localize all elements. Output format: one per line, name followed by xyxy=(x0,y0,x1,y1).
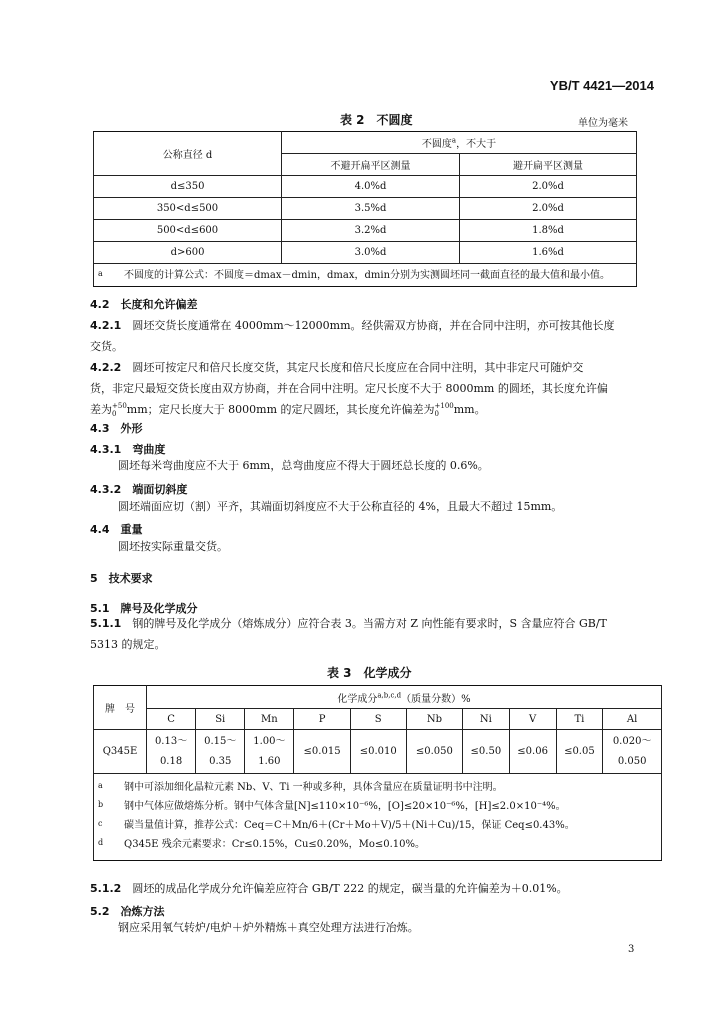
section-4-2-2: 4.2.2 圆坯可按定尺和倍尺长度交货，其定尺长度和倍尺长度应在合同中注明，其中非定尺可随炉交 货，非定尺最短交货长度由双方协商，并在合同中注明。定尺长度不大于 8000mm 的圆坯，其长度允许偏 差为+50 0 mm；定尺长度大于 8000mm 的定尺圆坯，其长度允许偏差为+100 0 mm。 xyxy=(90,361,608,418)
table3-col-group: 化学成分$^{a,b,c,d}$（质量分数）% xyxy=(147,686,662,709)
table2-footnote: a 不圆度的计算公式：不圆度＝dmax－dmin，dmax，dmin分别为实测圆坯同一截面直径的最大值和最小值。 xyxy=(94,264,637,287)
section-4-3-2-heading: 4.3.2 端面切斜度 xyxy=(90,483,188,496)
table3-footnotes xyxy=(94,774,662,861)
table3-footnote: b 钢中气体应做熔炼分析。钢中气体含量[N]≤110×10⁻⁶%，[O]≤20×10⁻⁶%，[H]≤2.0×10⁻⁴%。 xyxy=(98,800,566,812)
table3-element-header: Si xyxy=(196,709,245,730)
table3-element-header: Ti xyxy=(556,709,603,730)
table-row: d≤350 4.0%d 2.0%d xyxy=(94,176,637,198)
table3-grade-cell: Q345E xyxy=(94,730,147,774)
table3-col-grade: 牌 号 xyxy=(94,686,147,730)
table3-value-cell: ≤0.050 xyxy=(406,730,462,774)
table3-element-header: S xyxy=(350,709,406,730)
table3-footnote: d Q345E 残余元素要求：Cr≤0.15%，Cu≤0.20%，Mo≤0.10%。 xyxy=(98,838,425,850)
table3-element-header: Ni xyxy=(462,709,509,730)
section-5-1-2: 5.1.2 圆坯的成品化学成分允许偏差应符合 GB/T 222 的规定，碳当量的允许偏差为＋0.01%。 xyxy=(90,882,568,895)
table3-value-cell: ≤0.50 xyxy=(462,730,509,774)
section-5-2-heading: 5.2 冶炼方法 xyxy=(90,905,165,918)
table2-col-a: 不避开扁平区测量 xyxy=(282,154,460,176)
section-4-2-heading: 4.2 长度和允许偏差 xyxy=(90,298,198,311)
table3-element-header: Mn xyxy=(245,709,294,730)
section-5-1-heading: 5.1 牌号及化学成分 xyxy=(90,602,198,615)
table3-value-cell: 0.13～ 0.18 xyxy=(147,730,196,774)
table3-value-cell: 0.020～ 0.050 xyxy=(603,730,662,774)
table3-title: 表 3 化学成分 xyxy=(327,666,412,680)
table2-title: 表 2 不圆度 xyxy=(340,113,413,127)
table3-value-cell: ≤0.010 xyxy=(350,730,406,774)
table3-value-cell: ≤0.015 xyxy=(294,730,350,774)
table3-footnote: c 碳当量值计算，推荐公式：Ceq＝C＋Mn/6＋(Cr＋Mo＋V)/5＋(Ni＋Cu)/15，保证 Ceq≤0.43%。 xyxy=(98,819,575,831)
table-row: d>600 3.0%d 1.6%d xyxy=(94,242,637,264)
table2-col-b: 避开扁平区测量 xyxy=(460,154,637,176)
table3-chemical-composition xyxy=(93,685,662,861)
section-4-4-text: 圆坯按实际重量交货。 xyxy=(118,540,228,553)
table3-element-header: P xyxy=(294,709,350,730)
table-row: 500<d≤600 3.2%d 1.8%d xyxy=(94,220,637,242)
table3-value-cell: 0.15～ 0.35 xyxy=(196,730,245,774)
section-4-3-1-text: 圆坯每米弯曲度应不大于 6mm，总弯曲度应不得大于圆坯总长度的 0.6%。 xyxy=(118,459,489,472)
table-row: 350<d≤500 3.5%d 2.0%d xyxy=(94,198,637,220)
section-4-3-heading: 4.3 外形 xyxy=(90,422,143,435)
table2-unit: 单位为毫米 xyxy=(578,118,628,129)
standard-number: YB/T 4421—2014 xyxy=(549,78,654,93)
table3-value-cell: ≤0.05 xyxy=(556,730,603,774)
section-4-3-2-text: 圆坯端面应切（割）平齐，其端面切斜度应不大于公称直径的 4%，且最大不超过 15mm。 xyxy=(118,500,563,513)
section-4-2-1: 4.2.1 圆坯交货长度通常在 4000mm～12000mm。经供需双方协商，并在合同中注明，亦可按其他长度 交货。 xyxy=(90,319,615,353)
section-4-3-1-heading: 4.3.1 弯曲度 xyxy=(90,443,166,456)
page-number: 3 xyxy=(628,944,635,955)
table2-col-nominal: 公称直径 d xyxy=(94,132,282,176)
table3-element-header: V xyxy=(509,709,556,730)
section-5-heading: 5 技术要求 xyxy=(90,572,153,585)
table3-footnote: a 钢中可添加细化晶粒元素 Nb、V、Ti 一种或多种，具体含量应在质量证明书中注明。 xyxy=(98,781,503,793)
section-4-4-heading: 4.4 重量 xyxy=(90,523,143,536)
section-5-1-1: 5.1.1 钢的牌号及化学成分（熔炼成分）应符合表 3。当需方对 Z 向性能有要求时，S 含量应符合 GB/T 5313 的规定。 xyxy=(90,617,607,651)
table3-value-cell: ≤0.06 xyxy=(509,730,556,774)
section-5-2-text: 钢应采用氧气转炉/电炉＋炉外精炼＋真空处理方法进行冶炼。 xyxy=(118,921,419,934)
table3-element-header: C xyxy=(147,709,196,730)
table3-element-header: Al xyxy=(603,709,662,730)
table2-out-of-roundness xyxy=(93,131,637,287)
table3-element-header: Nb xyxy=(406,709,462,730)
table2-col-group: 不圆度$^a$，不大于 xyxy=(282,132,637,154)
table3-value-cell: 1.00～ 1.60 xyxy=(245,730,294,774)
